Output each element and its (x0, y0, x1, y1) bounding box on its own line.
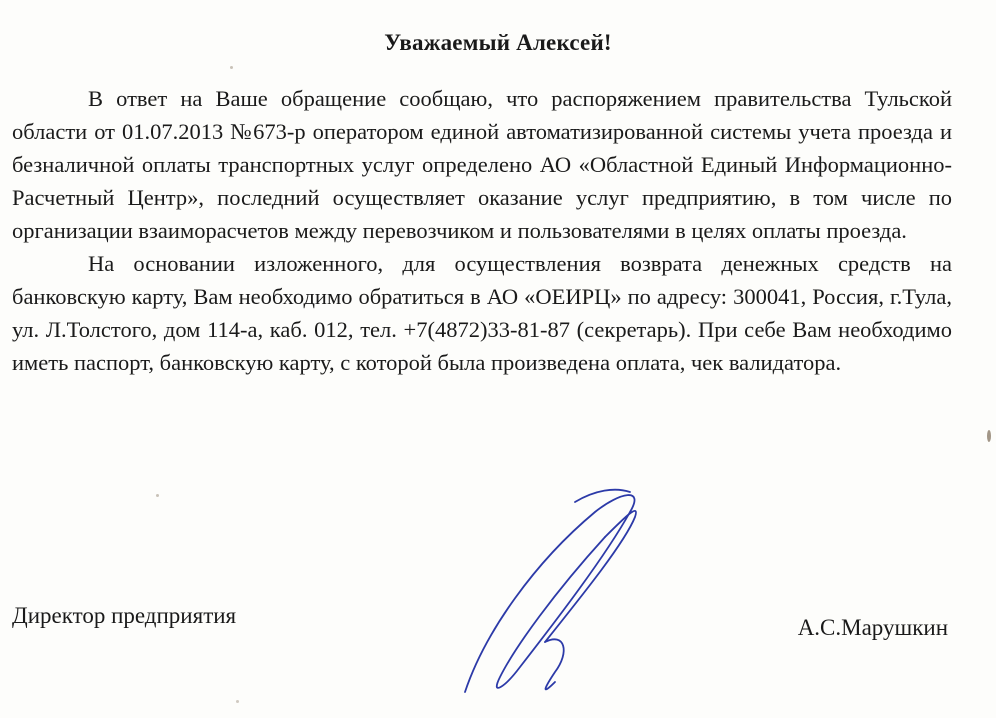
letter-salutation: Уважаемый Алексей! (384, 30, 612, 55)
paper-speck (987, 430, 991, 442)
body-paragraph-2: На основании изложенного, для осуществления возврата денежных средств на банковскую карту, Вам необходимо обратиться в АО «ОЕИРЦ» по адресу: 300041, Россия, г.Тула, ул. Л.Толстого, дом 114-а, каб. 012, тел. +7(4872)33-81-87 (секретарь). При себе Вам необходимо иметь паспорт, банковскую карту, с которой была произведена оплата, чек валидатора. (12, 251, 952, 375)
signatory-title: Директор предприятия (12, 603, 237, 628)
paper-speck (236, 700, 239, 703)
paper-speck (230, 66, 233, 69)
handwritten-signature (445, 482, 675, 712)
letter-body (12, 82, 952, 379)
signatory-name: А.С.Марушкин (797, 615, 948, 640)
paper-speck (156, 494, 159, 497)
body-paragraph-1: В ответ на Ваше обращение сообщаю, что распоряжением правительства Тульской области от 01.07.2013 №673-р оператором единой автоматизированной системы учета проезда и безналичной оплаты транспортных услуг определено АО «Областной Единый Информационно-Расчетный Центр», последний осуществляет оказание услуг предприятию, в том числе по организации взаиморасчетов между перевозчиком и пользователями в целях оплаты проезда. (12, 86, 952, 243)
